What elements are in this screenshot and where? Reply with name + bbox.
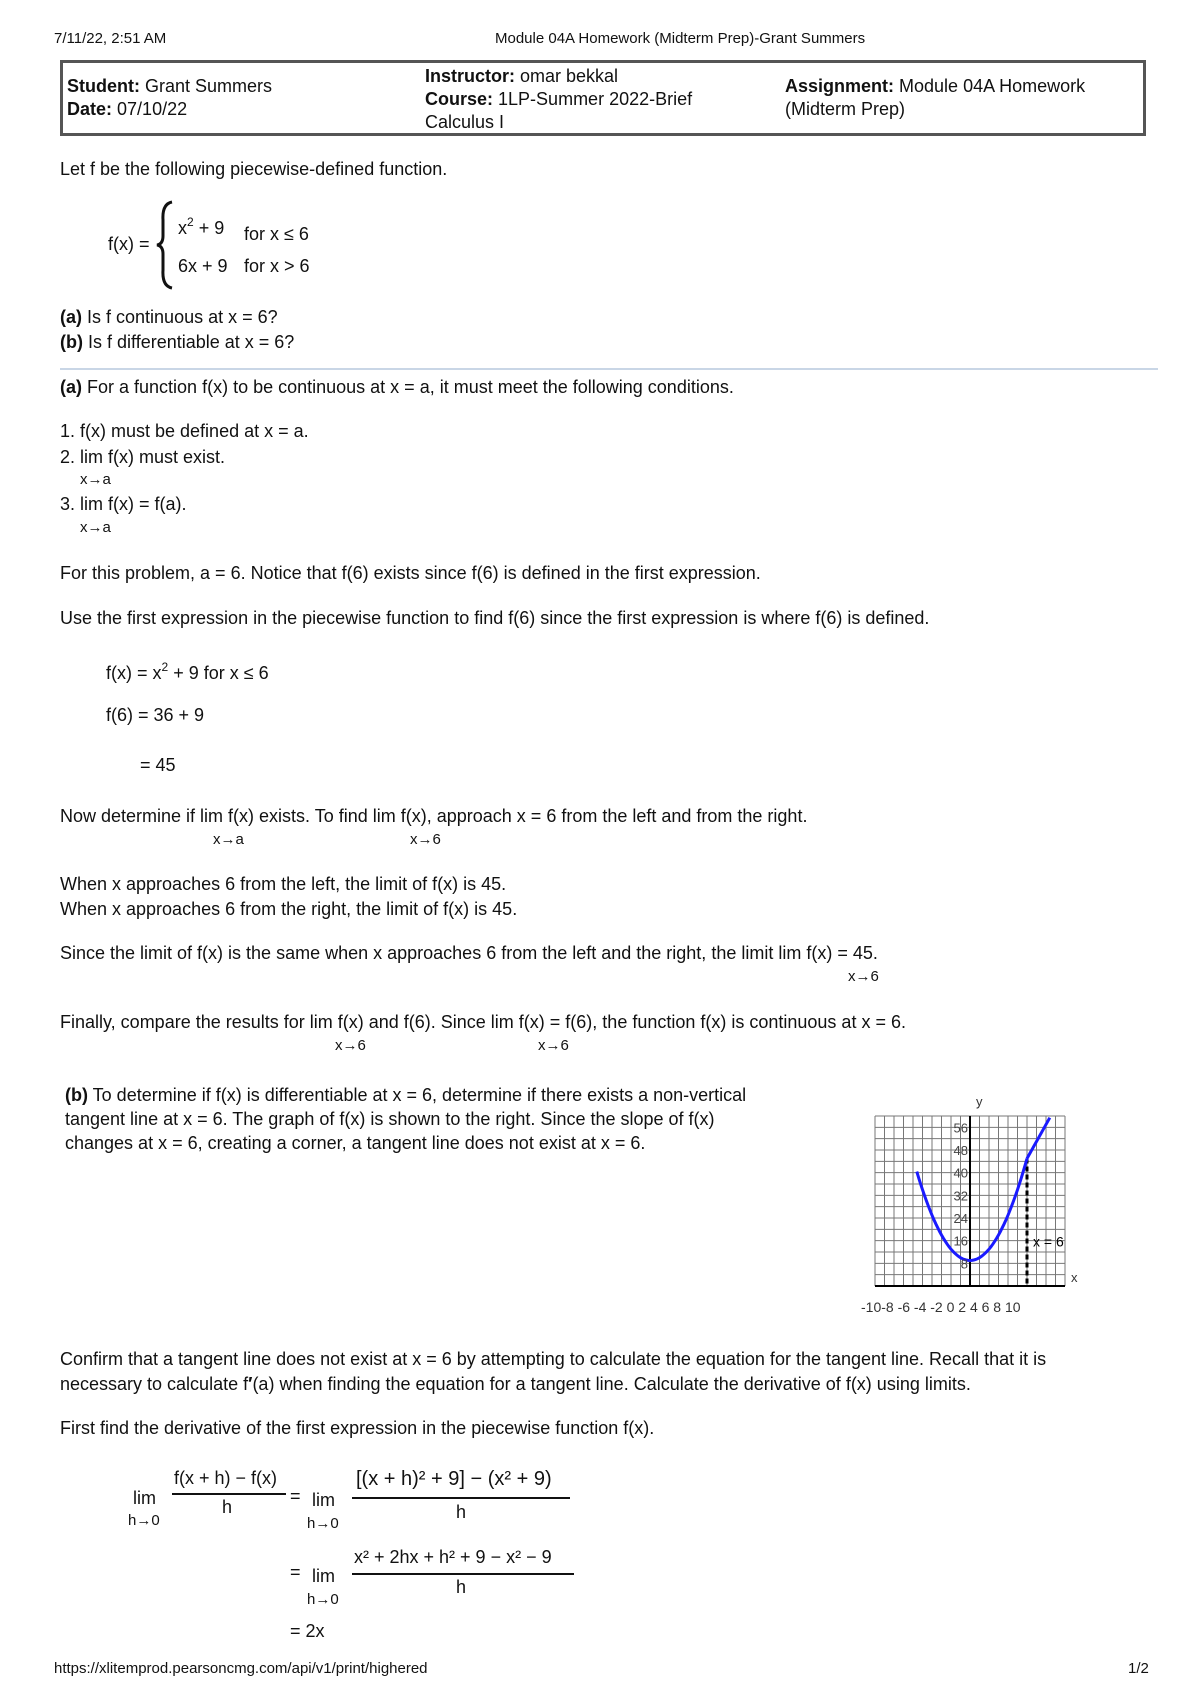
footer-url: https://xlitemprod.pearsoncmg.com/api/v1/print/highered (54, 1660, 428, 1677)
paragraph-a7: Finally, compare the results for lim f(x) and f(6). Since lim f(x) = f(6), the function f(x) is continuous at x = 6. (60, 1012, 906, 1032)
y-tick-label: 32 (953, 1188, 968, 1204)
paragraph-a7-subscript-2: x→6 (538, 1037, 569, 1054)
paragraph-b1-line2: necessary to calculate f′(a) when finding the equation for a tangent line. Calculate the derivative of f(x) using limits. (60, 1374, 971, 1394)
lim-1: lim (133, 1488, 156, 1508)
case1-expression: $x^2 + 9$ (178, 215, 225, 238)
fx-lhs: f(x) = (108, 234, 150, 254)
case1-condition: for x ≤ 6 (244, 224, 309, 244)
case2-condition: for x > 6 (244, 256, 310, 276)
paragraph-b2: First find the derivative of the first expression in the piecewise function f(x). (60, 1418, 655, 1438)
lim-3: lim (312, 1566, 335, 1586)
y-tick-label: 24 (953, 1211, 968, 1226)
question-b: (b) Is f differentiable at x = 6? (60, 332, 295, 352)
parabola-series-line (917, 1159, 1027, 1261)
assignment-line1: Module 04A Homework (899, 76, 1086, 96)
solution-b-line3: changes at x = 6, creating a corner, a tangent line does not exist at x = 6. (65, 1133, 646, 1153)
paragraph-a5: When x approaches 6 from the right, the limit of f(x) is 45. (60, 899, 518, 919)
solution-a-intro: (a) For a function f(x) to be continuous at x = a, it must meet the following conditions. (60, 377, 734, 397)
equals-2: = (290, 1562, 301, 1582)
x-tick-labels: -10-8 -6 -4 -2 0 2 4 6 8 10 (861, 1299, 1021, 1315)
fraction-1-numerator: f(x + h) − f(x) (174, 1468, 278, 1488)
equals-1: = (290, 1486, 301, 1506)
footer-page: 1/2 (1128, 1660, 1149, 1677)
condition-3: 3. lim f(x) = f(a). (60, 494, 187, 514)
equation-fx: $f(x) = x^2 + 9$ for x ≤ 6 (106, 660, 269, 683)
assignment-line2: (Midterm Prep) (785, 99, 906, 119)
paragraph-b1-line1: Confirm that a tangent line does not exist at x = 6 by attempting to calculate the equation for the tangent line. Recall that it is (60, 1349, 1047, 1369)
section-divider (60, 368, 1158, 370)
fraction-1-bar (172, 1493, 286, 1495)
paragraph-a3-subscript-2: x→6 (410, 831, 441, 848)
student-name: Grant Summers (145, 76, 273, 96)
course-label: Course: (425, 89, 494, 109)
student-label: Student: (67, 76, 140, 96)
fraction-2-bar (352, 1497, 570, 1499)
y-tick-label: 40 (953, 1165, 968, 1181)
paragraph-a4: When x approaches 6 from the left, the limit of f(x) is 45. (60, 874, 507, 894)
left-brace-icon (156, 200, 176, 290)
fraction-2-numerator: [(x + h)² + 9] − (x² + 9) (356, 1468, 552, 1490)
y-tick-label: 16 (953, 1233, 968, 1249)
assignment-label: Assignment: (785, 76, 895, 96)
print-datetime: 7/11/22, 2:51 AM (54, 30, 167, 47)
lim-1-subscript: h→0 (128, 1512, 160, 1529)
print-title: Module 04A Homework (Midterm Prep)-Grant Summers (495, 30, 866, 47)
paragraph-a7-subscript-1: x→6 (335, 1037, 366, 1054)
equation-f6-result: = 45 (140, 755, 176, 775)
piecewise-graph (855, 1088, 1085, 1318)
equation-f6: f(6) = 36 + 9 (106, 705, 205, 725)
fraction-1-denominator: h (222, 1497, 233, 1517)
condition-1: 1. f(x) must be defined at x = a. (60, 421, 309, 441)
derivative-result: = 2x (290, 1621, 325, 1641)
solution-b-line1: (b) To determine if f(x) is differentiable at x = 6, determine if there exists a non-vertical (65, 1085, 747, 1105)
instructor-name: omar bekkal (520, 66, 619, 86)
paragraph-a1: For this problem, a = 6. Notice that f(6) exists since f(6) is defined in the first expression. (60, 563, 761, 583)
question-a: (a) Is f continuous at x = 6? (60, 307, 278, 327)
condition-2-subscript: x→a (80, 471, 111, 488)
solution-b-line2: tangent line at x = 6. The graph of f(x) is shown to the right. Since the slope of f(x) (65, 1109, 715, 1129)
date-label: Date: (67, 99, 113, 119)
condition-2: 2. lim f(x) must exist. (60, 447, 226, 467)
condition-3-subscript: x→a (80, 519, 111, 536)
paragraph-a3: Now determine if lim f(x) exists. To find lim f(x), approach x = 6 from the left and from the right. (60, 806, 808, 826)
fraction-2-denominator: h (456, 1502, 467, 1522)
fraction-3-denominator: h (456, 1577, 467, 1597)
y-tick-label: 8 (960, 1256, 968, 1272)
course-line1: 1LP-Summer 2022-Brief (498, 89, 693, 109)
lim-2: lim (312, 1490, 335, 1510)
case2-expression: 6x + 9 (178, 256, 228, 276)
fraction-3-numerator: x² + 2hx + h² + 9 − x² − 9 (354, 1547, 552, 1567)
lim-2-subscript: h→0 (307, 1515, 339, 1532)
problem-intro: Let f be the following piecewise-defined function. (60, 159, 448, 179)
paragraph-a2: Use the first expression in the piecewise function to find f(6) since the first expression is where f(6) is defined. (60, 608, 930, 628)
y-axis-label: y (976, 1094, 983, 1109)
paragraph-a6: Since the limit of f(x) is the same when x approaches 6 from the left and the right, the limit lim f(x) = 45. (60, 943, 878, 963)
course-line2: Calculus I (425, 112, 505, 132)
y-tick-label: 56 (953, 1120, 968, 1136)
lim-3-subscript: h→0 (307, 1591, 339, 1608)
x-equals-6-annotation: x = 6 (1033, 1233, 1064, 1250)
x-axis-label: x (1071, 1270, 1078, 1285)
y-tick-label: 48 (953, 1143, 968, 1158)
paragraph-a3-subscript-1: x→a (213, 831, 244, 848)
instructor-label: Instructor: (425, 66, 515, 86)
assignment-info-box (60, 60, 1146, 136)
paragraph-a6-subscript: x→6 (848, 968, 879, 985)
date-value: 07/10/22 (117, 99, 188, 119)
fraction-3-bar (352, 1573, 574, 1575)
